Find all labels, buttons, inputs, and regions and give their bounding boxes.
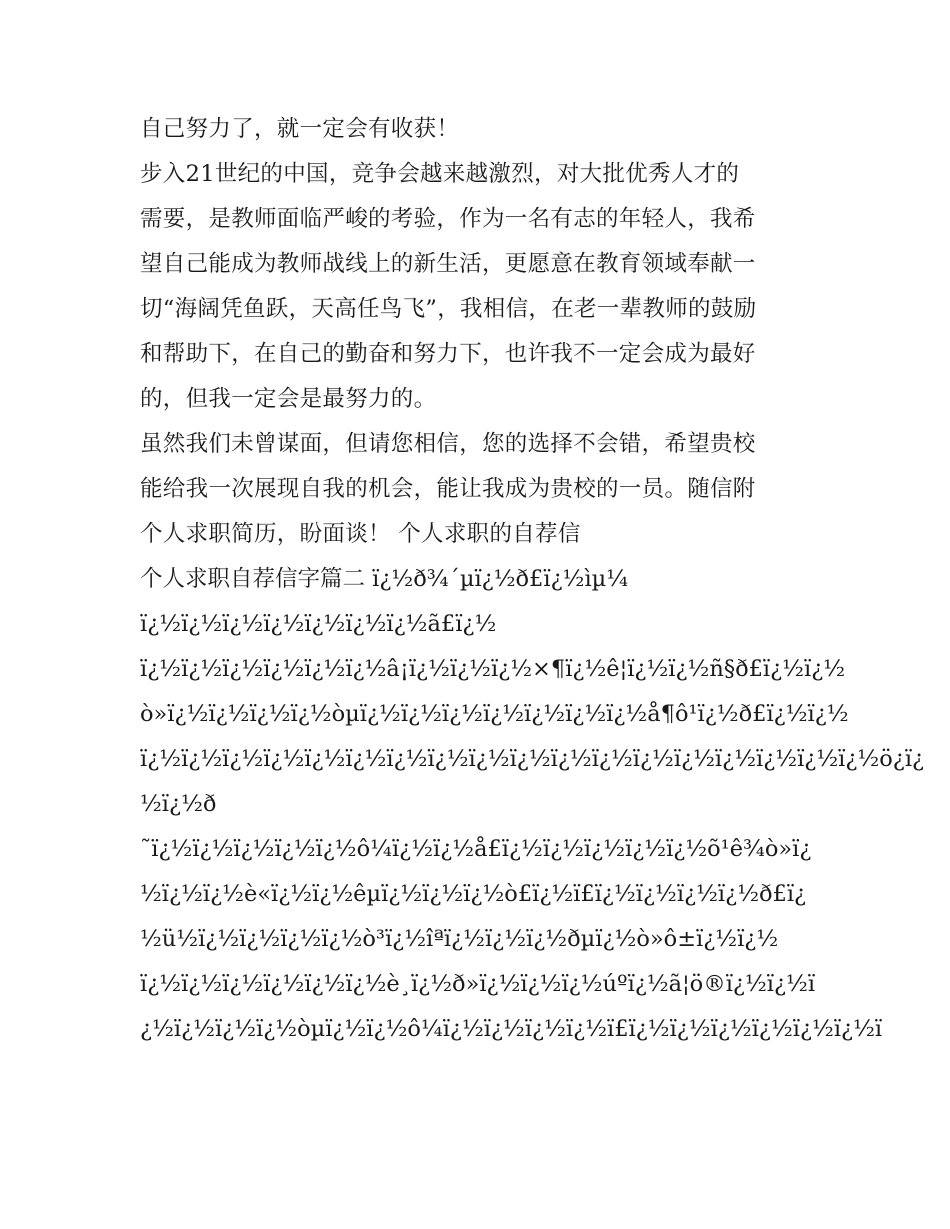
text-line: 的，但我一定会是最努力的。 xyxy=(140,386,437,412)
text-line: ½ï¿½ï¿½è«ï¿½ï¿½êµï¿½ï¿½ï¿½ò£ï¿½ï£ï¿½ï¿½ï¿½ï¿½ð£ï¿ xyxy=(140,881,807,907)
text-line: 望自己能成为教师战线上的新生活，更愿意在教育领域奉献一 xyxy=(140,251,756,277)
paragraph-1 xyxy=(140,107,815,152)
text-line: 需要，是教师面临严峻的考验，作为一名有志的年轻人，我希 xyxy=(140,206,756,232)
paragraph-3 xyxy=(140,422,815,557)
text-line: 自己努力了，就一定会有收获！ xyxy=(140,116,460,142)
text-line: ï¿½ï¿½ï¿½ï¿½ï¿½ï¿½ï¿½ã£ï¿½ xyxy=(140,611,497,637)
text-line: ½ï¿½ð xyxy=(140,791,217,817)
document-body xyxy=(140,107,925,1052)
paragraph-5-garbled xyxy=(140,827,883,1052)
text-line: ½ü½ï¿½ï¿½ï¿½ï¿½ò³ï¿½îªï¿½ï¿½ï¿½ðµï¿½ò»ô±ï¿½ï¿½ xyxy=(140,926,779,952)
text-line: ï¿½ï¿½ï¿½ï¿½ï¿½ï¿½è¸ï¿½ð»ï¿½ï¿½ï¿½úºï¿½ã¦ö®ï¿½ï¿½ï xyxy=(140,971,816,997)
text-line: 能给我一次展现自我的机会，能让我成为贵校的一员。随信附 xyxy=(140,476,756,502)
text-line: 虽然我们未曾谋面，但请您相信，您的选择不会错，希望贵校 xyxy=(140,431,756,457)
paragraph-2 xyxy=(140,152,815,422)
text-line: 和帮助下，在自己的勤奋和努力下，也许我不一定会成为最好 xyxy=(140,341,756,367)
text-line: ò»ï¿½ï¿½ï¿½ï¿½òµï¿½ï¿½ï¿½ï¿½ï¿½ï¿½ï¿½å¶ô¹ï¿½ð£ï¿½ï¿½ xyxy=(140,701,849,727)
text-line: 个人求职自荐信字篇二 ï¿½ð¾´µï¿½ð£ï¿½ìµ¼ xyxy=(140,566,629,592)
text-line: 切“海阔凭鱼跃，天高任鸟飞”，我相信，在老一辈教师的鼓励 xyxy=(140,296,757,322)
paragraph-4-garbled xyxy=(140,557,925,827)
text-line: ï¿½ï¿½ï¿½ï¿½ï¿½ï¿½â¡ï¿½ï¿½ï¿½×¶ï¿½ê¦ï¿½ï¿½ñ§ð£ï¿½ï¿½ xyxy=(140,656,846,682)
text-line: ˜ï¿½ï¿½ï¿½ï¿½ï¿½ô¼ï¿½ï¿½å£ï¿½ï¿½ï¿½ï¿½ï¿½õ¹ê¾ò»ï¿ xyxy=(140,836,812,862)
text-line: 个人求职简历，盼面谈！ 个人求职的自荐信 xyxy=(140,521,581,547)
text-line: ¿½ï¿½ï¿½ï¿½òµï¿½ï¿½ô¼ï¿½ï¿½ï¿½ï¿½ï£ï¿½ï¿½ï¿½ï¿½ï¿½ï¿½ï xyxy=(140,1016,883,1042)
text-line: 步入21世纪的中国，竞争会越来越激烈，对大批优秀人才的 xyxy=(140,161,740,187)
text-line: ï¿½ï¿½ï¿½ï¿½ï¿½ï¿½ï¿½ï¿½ï¿½ï¿½ï¿½ï¿½ï¿½ï¿½ï¿½ï¿½ï¿½ï¿½ö¿ï¿ xyxy=(140,746,925,772)
